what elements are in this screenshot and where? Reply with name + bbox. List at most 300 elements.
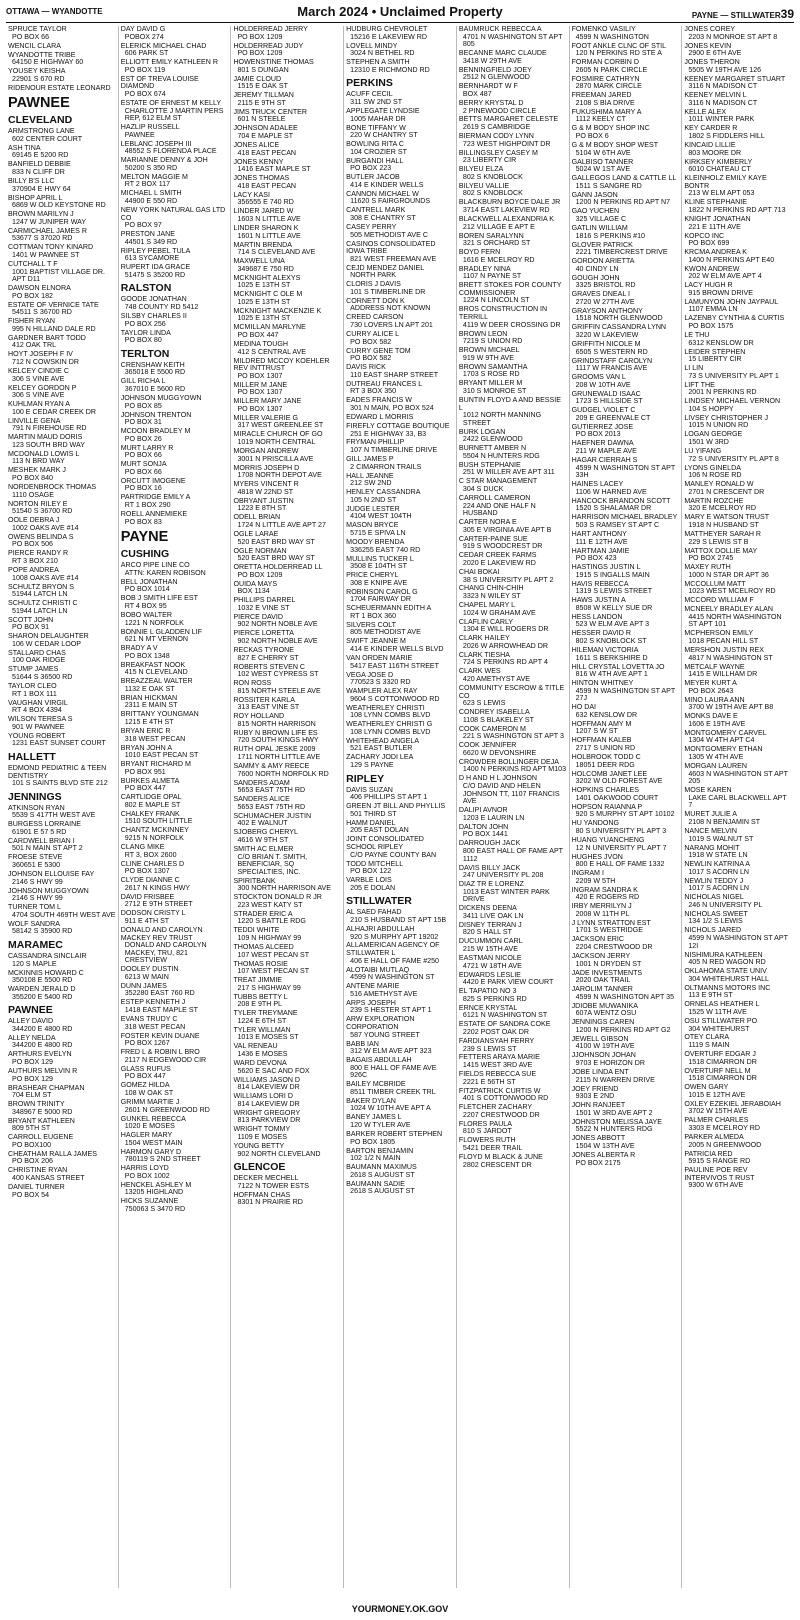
owner-name: WILLIAMS LORI D: [233, 1092, 293, 1101]
owner-name: RIPLEY PEBEL TULA: [120, 246, 191, 255]
listing-entry: [459, 685, 567, 708]
listing-entry: [233, 398, 341, 413]
owner-name: CLARK WES: [458, 667, 501, 676]
owner-name: CHANTZ MCKINNEY: [120, 826, 189, 835]
listing-entry: [121, 645, 229, 660]
listing-entry: [459, 495, 567, 518]
listing-entry: [684, 697, 792, 712]
owner-address: 414 E KINDER WELLS BLVD: [350, 645, 444, 654]
listing-entry: [121, 1149, 229, 1164]
owner-address: 208 E 9TH PL: [237, 1000, 282, 1009]
owner-name: HALL JEANNE: [346, 471, 394, 480]
listing-entry: [572, 837, 680, 852]
owner-name: BONE TIFFANY W: [346, 123, 406, 132]
listing-entry: [8, 368, 116, 383]
owner-name: BILYEU ELZA: [458, 165, 504, 174]
owner-name: JJOHNSON JOHAN: [571, 1051, 636, 1060]
owner-name: JAROLIM TANNER: [571, 985, 633, 994]
owner-address: PO BOX 506: [12, 540, 54, 549]
owner-address: 107 WEST PECAN ST: [237, 967, 310, 976]
owner-name: FOOT ANKLE CLNC OF STIL: [571, 41, 667, 50]
owner-address: 5539 S 417TH WEST AVE: [12, 811, 96, 820]
listing-entry: [459, 116, 567, 131]
listing-entry: [459, 972, 567, 987]
listing-entry: [346, 298, 454, 313]
owner-address: 1107 EMMA LN: [688, 305, 738, 314]
listing-entry: [346, 861, 454, 876]
owner-address: 12 N UNIVERSITY PL APT 7: [575, 843, 667, 852]
owner-name: BARTON BENJAMIN: [346, 1146, 414, 1155]
listing-column-2: [118, 26, 231, 1588]
owner-address: 1915 S INGALLS MAIN: [575, 570, 650, 579]
listing-entry: [233, 1110, 341, 1125]
owner-address: 205 E DOLAN: [350, 883, 396, 892]
owner-name: LYONS GINELDA: [684, 463, 741, 472]
owner-address: 5653 EAST 75TH RD: [237, 786, 306, 795]
owner-address: 51644 S 36500 RD: [12, 673, 73, 681]
owner-name: OWEN GARY: [684, 1083, 729, 1092]
owner-name: BILLINGSLEY CASEY M: [458, 148, 538, 157]
owner-address: 3508 E 104TH ST: [350, 562, 407, 571]
owner-name: LOGAN GEORGE: [684, 430, 743, 439]
listing-entry: [572, 1003, 680, 1018]
listing-entry: [684, 398, 792, 413]
listing-entry: [684, 1134, 792, 1149]
owner-name: TAYLOR LINDA: [120, 328, 171, 337]
owner-address: 8511 TIMBER CREEK TRL: [350, 1087, 436, 1096]
owner-name: WRIGHT TOMMY: [233, 1125, 291, 1134]
listing-entry: [684, 415, 792, 430]
city-heading: GLENCOE: [233, 1161, 286, 1174]
listing-entry: [233, 431, 341, 446]
owner-name: BOYD FERN: [458, 248, 501, 257]
owner-name: ESTATE OF SANDRA COKE: [458, 1020, 551, 1029]
owner-name: MARTIN MAUD DORIS: [8, 433, 83, 442]
listing-entry: [233, 1010, 341, 1025]
owner-name: HOFFMAN CHAS: [233, 1190, 291, 1199]
listing-entry: [684, 26, 792, 41]
owner-address: 1724 N LITTLE AVE APT 27: [237, 520, 326, 529]
owner-name: JUDGE LESTER: [346, 504, 400, 513]
listing-entry: [233, 961, 341, 976]
listing-entry: [233, 944, 341, 959]
listing-entry: [121, 207, 229, 230]
owner-name: TEDDI WHITE: [233, 926, 280, 935]
owner-name: HARTMAN JAMIE: [571, 546, 630, 555]
listing-entry: [8, 854, 116, 869]
owner-address: PO BOX 1441: [462, 830, 508, 839]
listing-entry: [572, 953, 680, 968]
listing-entry: [346, 638, 454, 653]
owner-name: WARDEN JERALD D: [8, 985, 76, 994]
listing-entry: [8, 805, 116, 820]
owner-address: 101 S TIMBERLINE DR: [350, 287, 426, 296]
owner-name: CROWDER BOLLINGER DEJA: [458, 757, 559, 766]
listing-entry: [684, 811, 792, 826]
owner-name: GARDNER BART TODD: [8, 333, 86, 342]
listing-entry: [233, 242, 341, 257]
listing-entry: [346, 456, 454, 471]
listing-entry: [233, 1175, 341, 1190]
owner-address: 1001 BAPTIST VILLAGE DR. APT D11: [12, 267, 105, 284]
listing-entry: [8, 161, 116, 176]
owner-name: PATRICIA RED: [684, 1149, 733, 1158]
owner-address: 1708 NORTH DEPOT AVE: [237, 471, 322, 480]
owner-address: 520 EAST BRD WAY ST: [237, 554, 315, 563]
listing-entry: [572, 208, 680, 223]
owner-address: 3001 N PRISCILLA AVE: [237, 454, 314, 463]
owner-name: JONES KENNY: [233, 157, 284, 166]
owner-name: JACKSON JERRY: [571, 951, 631, 960]
owner-address: 120 N PERKINS RD STE A: [575, 49, 662, 58]
owner-address: 23 LIBERTY CIR: [462, 156, 517, 165]
listing-entry: [684, 531, 792, 546]
owner-name: WYANDOTTE TRIBE: [8, 50, 76, 59]
owner-address: 1005 MAHAR DR: [350, 114, 406, 123]
owner-name: SJOBERG CHERYL: [233, 828, 298, 837]
listing-entry: [684, 1018, 792, 1033]
owner-address: 1918 N HUSBAND ST: [688, 520, 759, 529]
owner-address: 113 N BRD WAY: [12, 457, 65, 466]
owner-address: PO BOX 1209: [237, 570, 283, 579]
owner-address: PO BOX 122: [350, 867, 392, 876]
owner-address: 723 WEST HIGHPOINT DR: [462, 139, 551, 148]
owner-address: 221 E 11TH AVE: [688, 222, 741, 231]
listing-entry: [121, 26, 229, 41]
owner-address: 813 PARKVIEW DR: [237, 1116, 301, 1125]
owner-address: 3024 N BETHEL RD: [350, 49, 415, 58]
owner-name: JENNINGS CAREN: [571, 1018, 635, 1027]
owner-address: 1119 S MAIN: [688, 1041, 730, 1050]
owner-address: 1304 W 4TH APT C4: [688, 736, 755, 745]
owner-address: 2146 S HWY 99: [12, 894, 63, 903]
owner-name: DICKENS DEENA: [458, 904, 517, 913]
owner-address: PO BOX 423: [575, 554, 617, 563]
owner-name: MAXWELL UNA: [233, 257, 285, 266]
listing-entry: [572, 737, 680, 752]
owner-address: 1023 WEST MCELROY RD: [688, 587, 776, 596]
listing-entry: [684, 630, 792, 645]
owner-address: 4420 E PARK VIEW COURT: [462, 978, 554, 987]
owner-name: ZACHARY JODI LEA: [346, 753, 414, 762]
owner-name: PRESTON JANE: [120, 230, 175, 239]
owner-address: 1611 S BERKSHIRE D: [575, 653, 648, 662]
owner-name: MEDINA TOUGH: [233, 339, 288, 348]
owner-address: 2618 S AUGUST ST: [350, 1170, 415, 1179]
owner-name: BAUMANN SADIE: [346, 1179, 405, 1188]
listing-entry: [684, 952, 792, 967]
listing-entry: [346, 158, 454, 173]
listing-entry: [121, 124, 229, 139]
owner-name: LAZENBY CYNTHIA & CURTIS: [684, 314, 785, 323]
listing-entry: [233, 846, 341, 876]
owner-address: 215 W 15TH AVE: [462, 945, 518, 954]
listing-entry: [346, 589, 454, 604]
listing-entry: [121, 264, 229, 279]
owner-name: BETTS MARGARET CELESTE: [458, 115, 559, 124]
owner-name: BRYANT RICHARD M: [120, 760, 191, 769]
owner-name: MCNEELY BRADLEY ALAN: [684, 605, 774, 614]
listing-entry: [572, 175, 680, 190]
owner-name: BAGAIS ABDULLAH: [346, 1056, 412, 1065]
owner-name: MANLEY RONALD W: [684, 480, 754, 489]
listing-entry: [684, 175, 792, 198]
owner-name: JONES THOMAS: [233, 174, 290, 183]
owner-name: EASTMAN NICOLE: [458, 954, 522, 963]
listing-entry: [8, 85, 116, 93]
listing-entry: [346, 224, 454, 239]
owner-name: YOUNG BETTY: [233, 1141, 285, 1150]
owner-address: 1515 E OAK ST: [237, 82, 288, 91]
owner-name: BRIAN HICKMAN: [120, 693, 178, 702]
owner-name: BROWN MARILYN J: [8, 210, 74, 219]
owner-name: MILLER M JANE: [233, 380, 288, 389]
owner-address: 418 EAST PECAN: [237, 148, 297, 157]
owner-address: 1008 OAKS AVE #14: [12, 573, 79, 582]
owner-address: PO BOX 447: [124, 1072, 166, 1081]
listing-entry: [121, 983, 229, 998]
owner-address: 730 LOVERS LN APT 201: [350, 321, 433, 330]
listing-entry: [459, 50, 567, 65]
owner-name: BRASHEAR CHAPMAN: [8, 1083, 85, 1092]
owner-address: 4603 N WASHINGTON ST APT 205: [688, 769, 788, 786]
listing-entry: [233, 796, 341, 811]
listing-column-5: [456, 26, 569, 1588]
owner-name: CLINE CHARLES D: [120, 859, 185, 868]
owner-address: 318 WEST PECAN: [124, 1022, 186, 1031]
owner-name: JOHNSTON MELISSA JAYE: [571, 1117, 662, 1126]
listing-entry: [346, 655, 454, 670]
owner-name: KIRKSEY KIMBERLY: [684, 157, 753, 166]
owner-name: HOFFMAN AMY M: [571, 719, 632, 728]
owner-name: CASINOS CONSOLIDATED IOWA TRIBE: [346, 239, 436, 256]
owner-address: 9303 E 2ND: [575, 1092, 615, 1101]
owner-address: 3116 N MADISON CT: [688, 82, 758, 91]
owner-address: PO BOX 91: [12, 623, 50, 632]
listing-entry: [572, 59, 680, 74]
owner-name: OVERTURF NELL M: [684, 1066, 751, 1075]
listing-entry: [459, 668, 567, 683]
owner-name: OGLE NORMAN: [233, 546, 287, 555]
listing-entry: [572, 630, 680, 645]
listing-entry: [8, 484, 116, 499]
owner-name: MCKNIGHT C OLE M: [233, 290, 303, 299]
listing-entry: [572, 936, 680, 951]
owner-name: SCHULTZ CHRISTI C: [8, 599, 78, 608]
listing-entry: [8, 1184, 116, 1199]
owner-name: ROSSITER KARLA: [233, 695, 295, 704]
owner-name: NICHOLS JARED: [684, 926, 742, 935]
owner-name: BRYAN JOHN A: [120, 743, 173, 752]
listing-entry: [684, 282, 792, 297]
listing-entry: [459, 905, 567, 920]
owner-name: BONNIE L GLADDEN LIF: [120, 627, 203, 636]
owner-name: CLYDE DIANNE C: [120, 876, 180, 885]
owner-name: MULLINS TUCKER L: [346, 554, 414, 563]
owner-address: 367010 E 5600 RD: [124, 385, 186, 393]
owner-name: BARKER ROBERT STEPHEN: [346, 1130, 443, 1139]
listing-entry: [8, 633, 116, 648]
owner-name: LU YIFANG: [684, 447, 722, 456]
listing-entry: [121, 844, 229, 859]
owner-name: CHALKEY FRANK: [120, 809, 180, 818]
owner-address: 1203 E LAURIN LN: [462, 813, 525, 822]
owner-name: FUKUSHIMA MARY A: [571, 107, 642, 116]
listing-entry: [572, 142, 680, 157]
listing-entry: [346, 314, 454, 329]
owner-address: 1109 E MOSES: [237, 1132, 287, 1141]
listing-entry: [121, 190, 229, 205]
listing-entry: [121, 313, 229, 328]
owner-address: 325 VILLAGE C: [575, 214, 627, 223]
listing-entry: [346, 364, 454, 379]
owner-address: 5421 DEER TRAIL: [462, 1143, 523, 1152]
owner-name: SANDERS ADAM: [233, 778, 290, 787]
owner-address: 919 W 9TH AVE: [462, 353, 514, 362]
listing-entry: [121, 612, 229, 627]
owner-address: 110 EAST SHARP STREET: [350, 370, 439, 379]
listing-entry: [233, 697, 341, 712]
owner-address: 1603 N LITTLE AVE: [237, 214, 301, 223]
listing-entry: [572, 1052, 680, 1067]
owner-name: WEATHERLEY CHRISTI G: [346, 720, 433, 729]
listing-entry: [459, 569, 567, 584]
county-heading: PAWNEE: [8, 95, 70, 112]
listing-entry: [572, 275, 680, 290]
owner-name: ALLAMERICAN AGENCY OF STILLWATER L: [346, 941, 440, 958]
owner-name: SHARON DELAUGHTER: [8, 632, 89, 641]
owner-address: RT 2 BOX 117: [124, 180, 171, 189]
listing-entry: [233, 341, 341, 356]
listing-entry: [346, 1131, 454, 1146]
owner-name: MCMILLAN MARLYNE: [233, 323, 306, 332]
owner-address: 4599 N WASHINGTON ST APT 27J: [575, 686, 676, 703]
owner-address: 415 N CLEVELAND: [124, 668, 188, 677]
owner-name: CLORIS J DAVIS: [346, 280, 401, 289]
owner-address: PO BOX 1348: [124, 651, 170, 660]
owner-name: AUTHURS MELVIN R: [8, 1067, 78, 1075]
listing-entry: [459, 1154, 567, 1169]
listing-entry: [121, 428, 229, 443]
owner-address: 770523 S 3320 RD: [350, 678, 411, 687]
owner-name: ATKINSON RYAN: [8, 803, 65, 812]
listing-entry: [684, 266, 792, 281]
owner-address: RT 4 BOX 95: [124, 601, 167, 610]
owner-name: BRADY A V: [120, 644, 158, 653]
owner-address: PO BOX 129: [12, 1074, 54, 1083]
listing-entry: [684, 43, 792, 58]
listing-entry: [233, 597, 341, 612]
owner-address: 414 E KINDER WELLS: [350, 180, 424, 189]
listing-columns: [6, 26, 794, 1588]
owner-address: 833 N CLIFF DR: [12, 168, 65, 177]
listing-entry: [8, 534, 116, 549]
owner-name: VAN ORDEN MARIE: [346, 654, 413, 662]
owner-address: 1518 CIMARRON DR: [688, 1074, 757, 1083]
listing-entry: [8, 1051, 116, 1066]
owner-address: 2617 N KINGS HWY: [124, 883, 191, 892]
owner-name: ALHAJRI ABDULLAH: [346, 924, 415, 933]
owner-address: 802 S KNOBLOCK: [462, 172, 523, 181]
owner-address: 406 PHILLIPS ST APT 1: [350, 793, 428, 802]
owner-address: PO BOX 129: [12, 1058, 54, 1067]
listing-entry: [8, 261, 116, 284]
owner-name: DODSON CRISTY L: [120, 909, 186, 918]
owner-name: MICHAEL L SMITH: [120, 189, 182, 198]
listing-entry: [233, 1093, 341, 1108]
owner-address: BOX 1134: [237, 587, 270, 596]
owner-address: 208 W 10TH AVE: [575, 380, 631, 389]
owner-address: 211 W MAPLE AVE: [575, 447, 637, 456]
owner-address: 1504 WEST MAIN: [124, 1138, 183, 1147]
owner-name: BOBO WALTER: [120, 610, 172, 619]
owner-name: BREAKFAST NOOK: [120, 660, 186, 669]
owner-name: DONALD AND CAROLYN MACKEY REV TRUST: [120, 925, 203, 942]
listing-entry: [121, 579, 229, 594]
owner-name: LACY HUGH R: [684, 281, 733, 290]
owner-address: 1000 N STAR DR APT 36: [688, 570, 769, 579]
owner-name: HUANG YUANCHENG: [571, 835, 645, 844]
listing-entry: [459, 1104, 567, 1119]
owner-address: 40 CINDY LN: [575, 264, 619, 273]
owner-name: OBRYANT JUSTIN: [233, 496, 294, 505]
owner-name: HUGHES JVON: [571, 852, 623, 861]
owner-address: PO BOX 256: [124, 319, 166, 328]
listing-entry: [684, 1151, 792, 1166]
owner-address: 1018 PECAN HILL ST: [688, 637, 759, 645]
owner-name: MERSHON JUSTIN REX: [684, 645, 764, 654]
listing-entry: [684, 730, 792, 745]
owner-address: 601 N STEELE: [237, 115, 286, 124]
owner-address: 4817 N WASHINGTON ST: [688, 653, 773, 662]
listing-entry: [121, 174, 229, 189]
listing-entry: [684, 159, 792, 174]
owner-address: 4599 N WASHINGTON ST APT 12I: [688, 934, 788, 950]
owner-name: GRINDSTAFF CAROLYN: [571, 356, 653, 365]
owner-name: JDIOBE MUWANIKA: [571, 1001, 638, 1010]
owner-address: 1416 EAST MAPLE ST: [237, 165, 311, 174]
listing-entry: [459, 282, 567, 305]
owner-name: WAMPLER ALEX RAY: [346, 687, 418, 696]
listing-entry: [459, 955, 567, 970]
owner-address: 69145 E 5200 RD: [12, 151, 69, 160]
listing-entry: [121, 910, 229, 925]
owner-name: GAO YUCHEN: [571, 207, 620, 216]
owner-address: LAKE CARL BLACKWELL APT 7: [688, 793, 787, 810]
owner-name: BRYANT MILLER M: [458, 379, 523, 388]
owner-name: LINVILLE GENA: [8, 416, 61, 425]
owner-address: 1002 OAKS AVE #14: [12, 523, 79, 532]
listing-entry: [8, 244, 116, 259]
listing-entry: [233, 878, 341, 893]
owner-name: ROBERTS STEVEN C: [233, 662, 306, 671]
owner-name: WILLIAMS JASON D: [233, 1075, 301, 1084]
owner-name: TODD MITCHELL: [346, 859, 404, 868]
owner-name: MONTGOMERY ETHAN: [684, 745, 763, 754]
owner-address: 714 S CLEVELAND AVE: [237, 248, 316, 257]
listing-entry: [572, 1019, 680, 1034]
owner-address: PO BOX 1002: [124, 1171, 170, 1180]
owner-address: 1247 W JUNIPER WAY: [12, 217, 87, 226]
listing-entry: [233, 448, 341, 463]
owner-name: BLACKBURN BOYCE DALE JR: [458, 198, 561, 207]
listing-entry: [121, 76, 229, 99]
owner-name: CONDREY ISABELLA: [458, 708, 530, 717]
listing-entry: [346, 1081, 454, 1096]
listing-entry: [459, 199, 567, 214]
listing-entry: [121, 1033, 229, 1048]
owner-address: 420 E ROGERS RD: [575, 893, 640, 902]
